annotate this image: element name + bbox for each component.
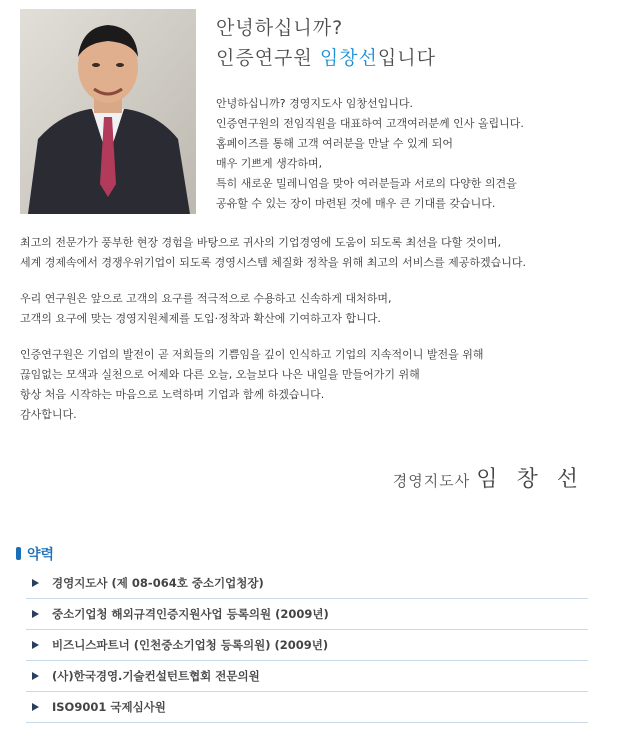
paragraph-3 [20,345,484,425]
paragraph-line: 감사합니다. [20,408,77,421]
signature-name: 임 창 선 [476,467,584,492]
triangle-bullet-icon [32,610,39,618]
paragraph-line: 끊임없는 모색과 실천으로 어제와 다른 오늘, 오늘보다 나은 내일을 만들어가기 위해 [20,368,420,381]
career-item-text: ISO9001 국제심사원 [52,700,166,714]
signature [393,462,584,493]
career-item [26,630,588,661]
triangle-bullet-icon [32,641,39,649]
career-item [26,692,588,723]
career-item-text: (사)한국경영.기술컨설턴트협회 전문의원 [52,669,260,683]
paragraph-2 [20,289,392,329]
person-portrait-image [20,9,196,214]
profile-photo [20,9,196,214]
triangle-bullet-icon [32,579,39,587]
intro-line: 매우 기쁘게 생각하며, [216,157,323,170]
greeting-suffix: 입니다 [377,47,436,69]
career-list [26,568,588,723]
greeting-prefix: 인증연구원 [216,47,320,69]
intro-line: 인증연구원의 전임직원을 대표하여 고객여러분께 인사 올립니다. [216,117,524,130]
signature-title: 경영지도사 [392,472,471,490]
career-item-text: 경영지도사 (제 08-064호 중소기업청장) [52,576,264,590]
triangle-bullet-icon [32,672,39,680]
career-item [26,599,588,630]
intro-line: 홈페이즈를 통해 고객 여러분을 만날 수 있게 되어 [216,137,453,150]
career-heading [16,544,54,564]
paragraph-line: 우리 연구원은 앞으로 고객의 요구를 적극적으로 수용하고 신속하게 대처하며, [20,292,392,305]
paragraph-line: 항상 처음 시작하는 마음으로 노력하며 기업과 함께 하겠습니다. [20,388,325,401]
intro-line: 특히 새로운 밀레니엄을 맞아 여러분들과 서로의 다양한 의견을 [216,177,517,190]
greeting-highlight-name: 임창선 [319,47,378,69]
heading-bar-icon [16,547,21,560]
intro-line: 공유할 수 있는 장이 마련된 것에 매우 큰 기대를 갖습니다. [216,197,496,210]
paragraph-line: 최고의 전문가가 풍부한 현장 경험을 바탕으로 귀사의 기업경영에 도움이 되도록 최선을 다할 것이며, [20,236,502,249]
intro-text [216,94,524,214]
career-item-text: 비즈니스파트너 (인천중소기업청 등록의원) (2009년) [52,638,329,652]
triangle-bullet-icon [32,703,39,711]
career-item [26,661,588,692]
greeting-line-2 [216,43,436,70]
paragraph-line: 인증연구원은 기업의 발전이 곧 저희들의 기쁨임을 깊이 인식하고 기업의 지속적이니 발전을 위해 [20,348,484,361]
paragraph-line: 세계 경제속에서 경쟁우위기업이 되도록 경영시스템 체질화 정착을 위해 최고의 서비스를 제공하겠습니다. [20,256,527,269]
career-item [26,568,588,599]
intro-line: 안녕하십니까? 경영지도사 임창선입니다. [216,97,413,110]
paragraph-1 [20,233,526,273]
greeting-line-1: 안녕하십니까? [216,17,344,39]
career-heading-text: 약력 [27,547,55,563]
career-item-text: 중소기업청 해외규격인증지원사업 등록의원 (2009년) [52,607,329,621]
paragraph-line: 고객의 요구에 맞는 경영지원체제를 도입·정착과 확산에 기여하고자 합니다. [20,312,381,325]
